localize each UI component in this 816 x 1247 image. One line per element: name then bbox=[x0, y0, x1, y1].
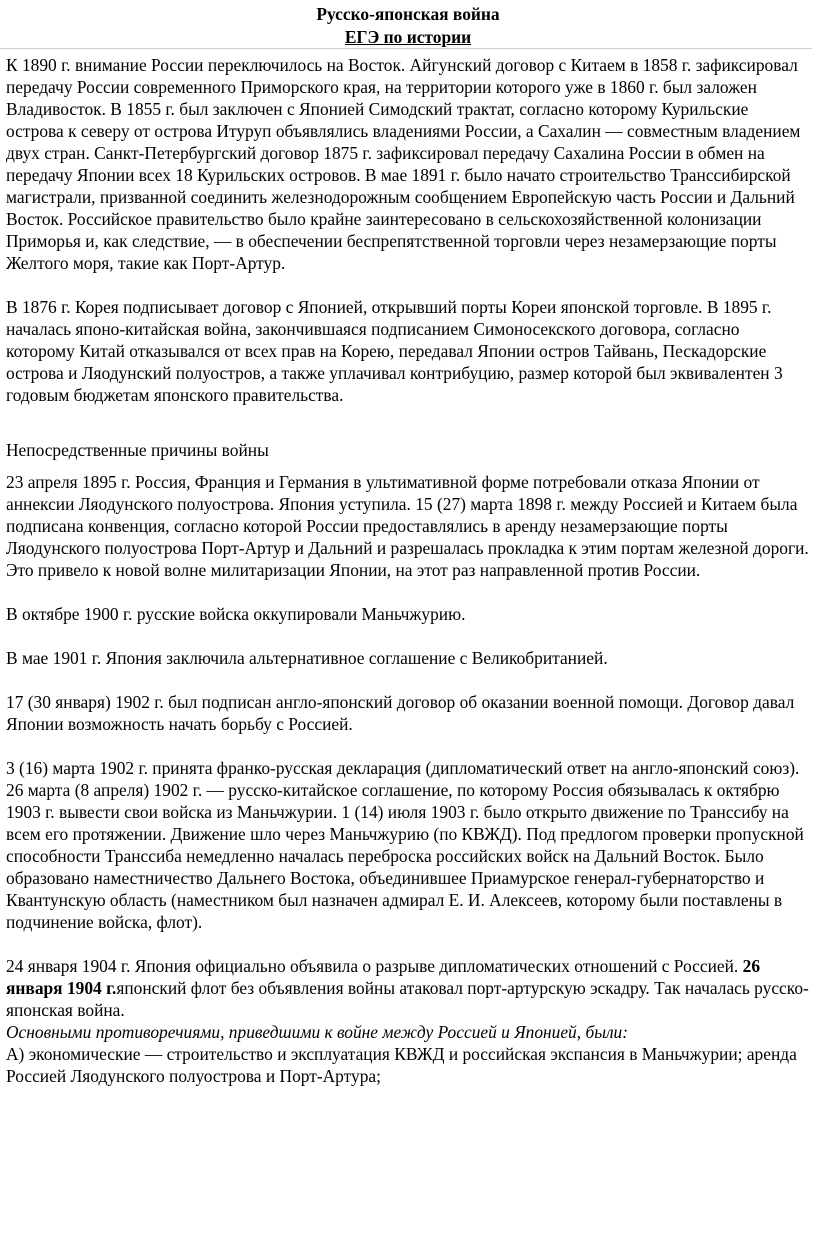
paragraph-1895: 23 апреля 1895 г. Россия, Франция и Германия в ультимативной форме потребовали отказа Японии от аннексии Ляодунского полуострова. Япония уступила. 15 (27) марта 1898 г. между Россией и Китаем была подписана конвенция, согласно которой России предоставлялись в аренду незамерзающие порты Ляодунского полуострова Порт-Артур и Дальний и разрешалась прокладка к этим портам железной дороги. Это привело к новой волне милитаризации Японии, на этот раз направленной против России. bbox=[6, 472, 809, 580]
paragraph-1902-declaration: 3 (16) марта 1902 г. принята франко-русская декларация (дипломатический ответ на англо-японский союз). 26 марта (8 апреля) 1902 г. — русско-китайское соглашение, по которому Россия обязывалась к октябрю 1903 г. вывести свои войска из Маньчжурии. 1 (14) июля 1903 г. было открыто движение по Транссибу на всем его протяжении. Движение шло через Маньчжурию (по КВЖД). Под предлогом проверки пропускной способности Транссиба немедленно началась переброска российских войск на Дальний Восток. Было образовано наместничество Дальнего Востока, объединившее Приамурское генерал-губернаторство и Квантунскую область (наместником был назначен адмирал Е. И. Алексеев, которому были поставлены в подчинение войска, флот). bbox=[6, 758, 804, 932]
header-divider bbox=[0, 48, 812, 49]
paragraph-1904 bbox=[6, 955, 810, 1021]
paragraph-1904-start: 24 января 1904 г. Япония официально объявила о разрыве дипломатических отношений с Россией. bbox=[6, 956, 743, 976]
paragraph-1904-end: японский флот без объявления войны атаковал порт-артурскую эскадру. Так началась русско-японская война. bbox=[6, 978, 809, 1020]
page-title: Русско-японская война bbox=[316, 4, 500, 24]
title-block bbox=[0, 0, 816, 49]
list-item-economic: А) экономические — строительство и эксплуатация КВЖД и российская экспансия в Маньчжурии; аренда Россией Ляодунского полуострова и Порт-Артура; bbox=[6, 1044, 797, 1086]
paragraph-1902-treaty: 17 (30 января) 1902 г. был подписан англо-японский договор об оказании военной помощи. Договор давал Японии возможность начать борьбу с Россией. bbox=[6, 692, 795, 734]
section-heading: Непосредственные причины войны bbox=[6, 440, 269, 460]
document-body bbox=[6, 54, 810, 1087]
paragraph-background: К 1890 г. внимание России переключилось на Восток. Айгунский договор с Китаем в 1858 г. зафиксировал передачу России современного Приморского края, на территории которого уже в 1860 г. был заложен Владивосток. В 1855 г. был заключен с Японией Симодский трактат, согласно которому Курильские острова к северу от острова Итуруп объявлялись владениями России, а Сахалин — совместным владением двух стран. Санкт-Петербургский договор 1875 г. зафиксировал передачу Сахалина России в обмен на передачу Японии всех 18 Курильских островов. В мае 1891 г. было начато строительство Транссибирской магистрали, призванной соединить железнодорожным сообщением Европейскую часть России и Дальний Восток. Российское правительство было крайне заинтересовано в сельскохозяйственной колонизации Приморья и, как следствие, — в обеспечении беспрепятственной торговли через незамерзающие порты Желтого моря, такие как Порт-Артур. bbox=[6, 55, 801, 273]
paragraph-1901: В мае 1901 г. Япония заключила альтернативное соглашение с Великобританией. bbox=[6, 648, 608, 668]
paragraph-korea: В 1876 г. Корея подписывает договор с Японией, открывший порты Кореи японской торговле. В 1895 г. началась японо-китайская война, закончившаяся подписанием Симоносекского договора, согласно которому Китай отказывался от всех прав на Корею, передавал Японии остров Тайвань, Пескадорские острова и Ляодунский полуостров, а также уплачивал контрибуцию, размер которой был эквивалентен 3 годовым бюджетам японского правительства. bbox=[6, 297, 783, 405]
paragraph-1900: В октябре 1900 г. русские войска оккупировали Маньчжурию. bbox=[6, 604, 466, 624]
italic-causes-line: Основными противоречиями, приведшими к войне между Россией и Японией, были: bbox=[6, 1022, 629, 1042]
paragraph-1904-bold-date: 26 января 1904 г. bbox=[6, 956, 761, 998]
page-subtitle: ЕГЭ по истории bbox=[344, 27, 472, 47]
